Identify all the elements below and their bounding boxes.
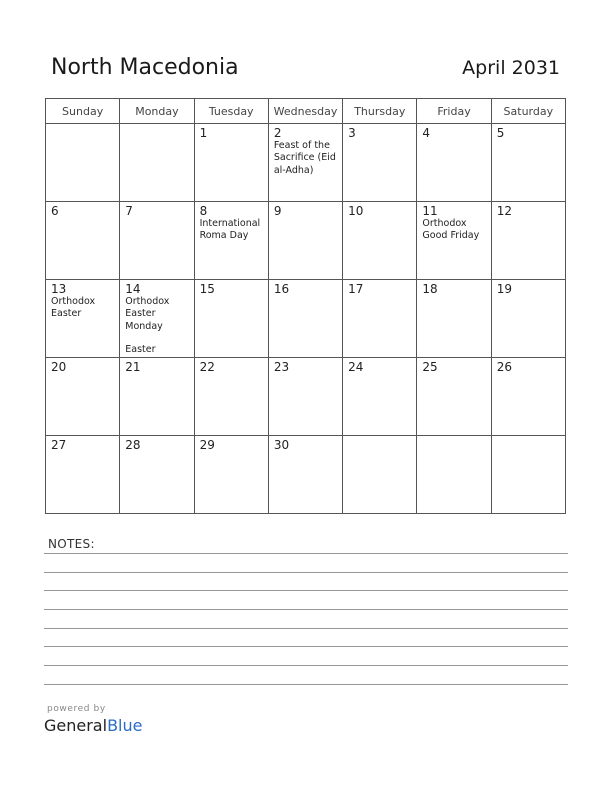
weekday-header: Monday: [120, 99, 194, 124]
weekday-header: Thursday: [343, 99, 417, 124]
day-number: 21: [125, 360, 141, 374]
day-cell: [343, 202, 417, 280]
day-cell: [46, 436, 120, 514]
notes-line: [44, 665, 568, 666]
day-cell: [46, 358, 120, 436]
day-number: 1: [199, 126, 208, 140]
day-number: 27: [51, 438, 67, 452]
day-cell: [491, 436, 565, 514]
day-number: 18: [422, 282, 438, 296]
week-row: [46, 202, 566, 280]
day-number: 5: [496, 126, 505, 140]
day-number: 15: [199, 282, 215, 296]
notes-line: [44, 572, 568, 573]
day-number: 28: [125, 438, 141, 452]
notes-line: [44, 590, 568, 591]
day-number: 24: [348, 360, 364, 374]
calendar-grid: [45, 98, 566, 514]
weekday-header-row: [46, 99, 566, 124]
day-cell: [491, 202, 565, 280]
day-number: 19: [496, 282, 512, 296]
day-number: 17: [348, 282, 364, 296]
weekday-header: Sunday: [46, 99, 120, 124]
day-cell: [268, 436, 342, 514]
day-number: 13: [51, 282, 67, 296]
day-number: 22: [199, 360, 215, 374]
day-cell: [417, 280, 491, 358]
day-number: 11: [422, 204, 438, 218]
day-cell: [417, 358, 491, 436]
brand-part-general: General: [44, 716, 108, 735]
day-number: 8: [199, 204, 208, 218]
day-cell: [120, 358, 194, 436]
day-cell: [491, 124, 565, 202]
holiday-label: International Roma Day: [199, 218, 261, 242]
day-number: 20: [51, 360, 67, 374]
week-row: [46, 280, 566, 358]
day-number: 25: [422, 360, 438, 374]
day-cell: [194, 280, 268, 358]
day-cell: [268, 358, 342, 436]
day-cell: [343, 436, 417, 514]
holiday-label: Feast of the Sacrifice (Eid al-Adha): [273, 140, 336, 176]
day-cell: [491, 358, 565, 436]
country-title: North Macedonia: [51, 55, 239, 80]
brand-logo: [44, 716, 142, 735]
brand-part-blue: Blue: [107, 716, 143, 735]
day-number: 6: [51, 204, 59, 218]
weekday-header: Friday: [417, 99, 491, 124]
weekday-header: Wednesday: [268, 99, 342, 124]
day-cell: [343, 358, 417, 436]
notes-line: [44, 553, 568, 554]
day-cell: [46, 202, 120, 280]
powered-by-text: powered by: [47, 704, 106, 714]
day-cell: [268, 202, 342, 280]
weekday-header: Tuesday: [194, 99, 268, 124]
day-cell: [194, 358, 268, 436]
notes-line: [44, 684, 568, 685]
week-row: [46, 358, 566, 436]
holiday-label-secondary: Easter: [125, 344, 156, 355]
day-number: 12: [496, 204, 512, 218]
day-number: 16: [273, 282, 290, 296]
day-cell: [120, 202, 194, 280]
day-number: 14: [125, 282, 141, 296]
holiday-label: Orthodox Easter Monday: [125, 296, 170, 332]
week-row: [46, 124, 566, 202]
day-number: 4: [422, 126, 431, 140]
day-cell: [343, 280, 417, 358]
day-cell: [417, 202, 491, 280]
day-cell: [194, 202, 268, 280]
day-cell: [343, 124, 417, 202]
notes-line: [44, 628, 568, 629]
week-row: [46, 436, 566, 514]
day-number: 26: [496, 360, 512, 374]
day-cell: [491, 280, 565, 358]
weekday-header: Saturday: [491, 99, 565, 124]
day-number: 23: [273, 360, 290, 374]
day-cell: [417, 124, 491, 202]
notes-line: [44, 609, 568, 610]
day-cell: [120, 280, 194, 358]
day-number: 7: [125, 204, 133, 218]
day-number: 9: [273, 204, 282, 218]
day-cell: [46, 280, 120, 358]
day-number: 2: [273, 126, 282, 140]
day-cell: [194, 436, 268, 514]
day-cell: [417, 436, 491, 514]
month-year-title: April 2031: [462, 57, 560, 79]
day-number: 30: [273, 438, 290, 452]
day-cell: [194, 124, 268, 202]
notes-label: NOTES:: [48, 537, 95, 551]
day-cell: [268, 280, 342, 358]
holiday-label: Orthodox Easter: [51, 296, 96, 320]
day-number: 3: [348, 126, 356, 140]
holiday-label: Orthodox Good Friday: [422, 218, 480, 242]
notes-line: [44, 646, 568, 647]
day-cell: [120, 436, 194, 514]
day-number: 29: [199, 438, 215, 452]
day-cell: [46, 124, 120, 202]
day-number: 10: [348, 204, 364, 218]
day-cell: [268, 124, 342, 202]
day-cell: [120, 124, 194, 202]
